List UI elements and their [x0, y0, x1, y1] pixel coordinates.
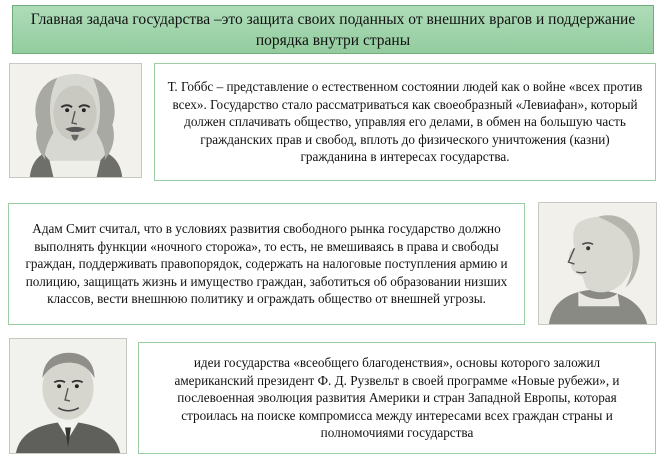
smith-text-box: [8, 203, 525, 325]
hobbes-portrait-drawing: [10, 64, 141, 177]
slide-title-text: Главная задача государства –это защита своих поданных от внешних врагов и поддержание порядка внутри страны: [30, 10, 636, 49]
smith-portrait-drawing: [539, 203, 656, 324]
roosevelt-text: идеи государства «всеобщего благоденствия», основы которого заложил американский президент Ф. Д. Рузвельт в своей программе «Новые рубежи», и послевоенная эволюция развития Америки и стран Западной Европы, которая строилась на поиске компромисса между интересами всех граждан страны и полномочиями государства: [174, 355, 620, 441]
smith-portrait: [538, 202, 657, 325]
smith-text: Адам Смит считал, что в условиях развития свободного рынка государство должно выполнять функции «ночного сторожа», то есть, не вмешиваясь в права и свободы граждан, поддерживать правопорядок, содержать на налоговые поступления армию и полицию, защищать жизнь и имущество граждан, заботиться об образовании низших классов, вести внешнюю политику и ограждать общество от внешней угрозы.: [25, 221, 508, 307]
slide-title: [12, 5, 654, 54]
roosevelt-portrait: [9, 338, 127, 454]
roosevelt-text-box: [138, 342, 656, 454]
hobbes-text: Т. Гоббс – представление о естественном состоянии людей как о войне «всех против всех». Государство стало рассматриваться как своеобразный «Левиафан», который должен сплачивать общество, управляя его делами, в обмен на большую часть гражданских прав и свобод, вплоть до физического уничтожения (казни) гражданина в интересах государства.: [167, 79, 643, 165]
roosevelt-portrait-drawing: [10, 339, 126, 453]
hobbes-text-box: [154, 63, 656, 181]
hobbes-portrait: [9, 63, 142, 178]
